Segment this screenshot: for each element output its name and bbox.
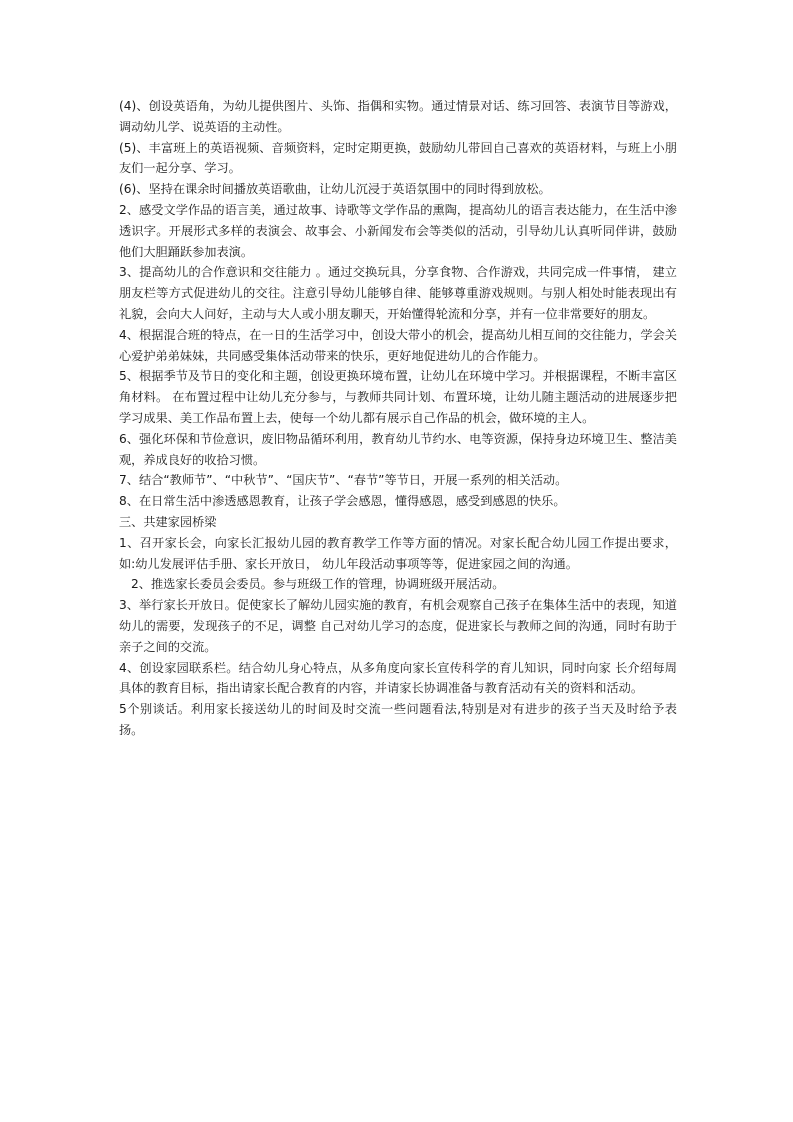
paragraph-individual-talk: 5个别谈话。利用家长接送幼儿的时间及时交流一些问题看法,特别是对有进步的孩子当天及时给予表扬。 (119, 702, 677, 737)
paragraph-contact-board: 4、创设家园联系栏。结合幼儿身心特点，从多角度向家长宣传科学的育儿知识，同时向家 长介绍每周具体的教育目标，指出请家长配合教育的内容，并请家长协调准备与教育活动有关的资料和活动。 (119, 660, 677, 696)
paragraph-english-media: (5)、丰富班上的英语视频、音频资料，定时定期更换，鼓励幼儿带回自己喜欢的英语材料，与班上小朋友们一起分享、学习。 (119, 140, 677, 176)
paragraph-festivals: 7、结合“教师节”、“中秋节”、“国庆节”、“春节”等节日，开展一系列的相关活动。 (119, 473, 568, 488)
paragraph-open-day: 3、举行家长开放日。促使家长了解幼儿园实施的教育，有机会观察自己孩子在集体生活中的表现，知道幼儿的需要，发现孩子的不足，调整 自己对幼儿学习的态度，促进家长与教师之间的沟通，同时有助于亲子之间的交流。 (119, 598, 677, 654)
paragraph-environment: 5、根据季节及节日的变化和主题，创设更换环境布置，让幼儿在环境中学习。并根据课程，不断丰富区角材料。 在布置过程中让幼儿充分参与，与教师共同计划、布置环境，让幼儿随主题活动的进展逐步把学习成果、美工作品布置上去，使每一个幼儿都有展示自己作品的机会，做环境的主人。 (119, 369, 677, 425)
paragraph-cooperation: 3、提高幼儿的合作意识和交往能力 。通过交换玩具，分享食物、合作游戏，共同完成一件事情， 建立朋友栏等方式促进幼儿的交往。注意引导幼儿能够自律、能够尊重游戏规则。与别人相处时能表现出有礼貌，会向大人问好，主动与大人或小朋友聊天，开始懂得轮流和分享，并有一位非常要好的朋友。 (119, 265, 677, 321)
paragraph-parent-meeting: 1、召开家长会，向家长汇报幼儿园的教育教学工作等方面的情况。对家长配合幼儿园工作提出要求，如:幼儿发展评估手册、家长开放日， 幼儿年段活动事项等等，促进家园之间的沟通。 (119, 535, 677, 571)
paragraph-english-songs: (6)、坚持在课余时间播放英语歌曲，让幼儿沉浸于英语氛围中的同时得到放松。 (119, 182, 551, 197)
document-body (119, 96, 677, 741)
paragraph-environmental-protection: 6、强化环保和节俭意识，废旧物品循环利用，教育幼儿节约水、电等资源，保持身边环境卫生、整洁美观，养成良好的收拾习惯。 (119, 431, 677, 467)
paragraph-english-corner: (4)、创设英语角，为幼儿提供图片、头饰、指偶和实物。通过情景对话、练习回答、表演节目等游戏，调动幼儿学、说英语的主动性。 (119, 99, 677, 134)
paragraph-gratitude: 8、在日常生活中渗透感恩教育，让孩子学会感恩，懂得感恩，感受到感恩的快乐。 (119, 494, 566, 509)
paragraph-literature: 2、感受文学作品的语言美，通过故事、诗歌等文学作品的熏陶，提高幼儿的语言表达能力，在生活中渗透识字。开展形式多样的表演会、故事会、小新闻发布会等类似的活动，引导幼儿认真听同伴讲，鼓励他们大胆踊跃参加表演。 (119, 202, 677, 259)
section-heading-home-school: 三、共建家园桥梁 (119, 514, 217, 529)
paragraph-parent-committee: 2、推选家长委员会委员。参与班级工作的管理，协调班级开展活动。 (131, 577, 505, 592)
paragraph-mixed-class: 4、根据混合班的特点，在一日的生活学习中，创设大带小的机会，提高幼儿相互间的交往能力，学会关心爱护弟弟妹妹，共同感受集体活动带来的快乐，更好地促进幼儿的合作能力。 (119, 327, 677, 363)
